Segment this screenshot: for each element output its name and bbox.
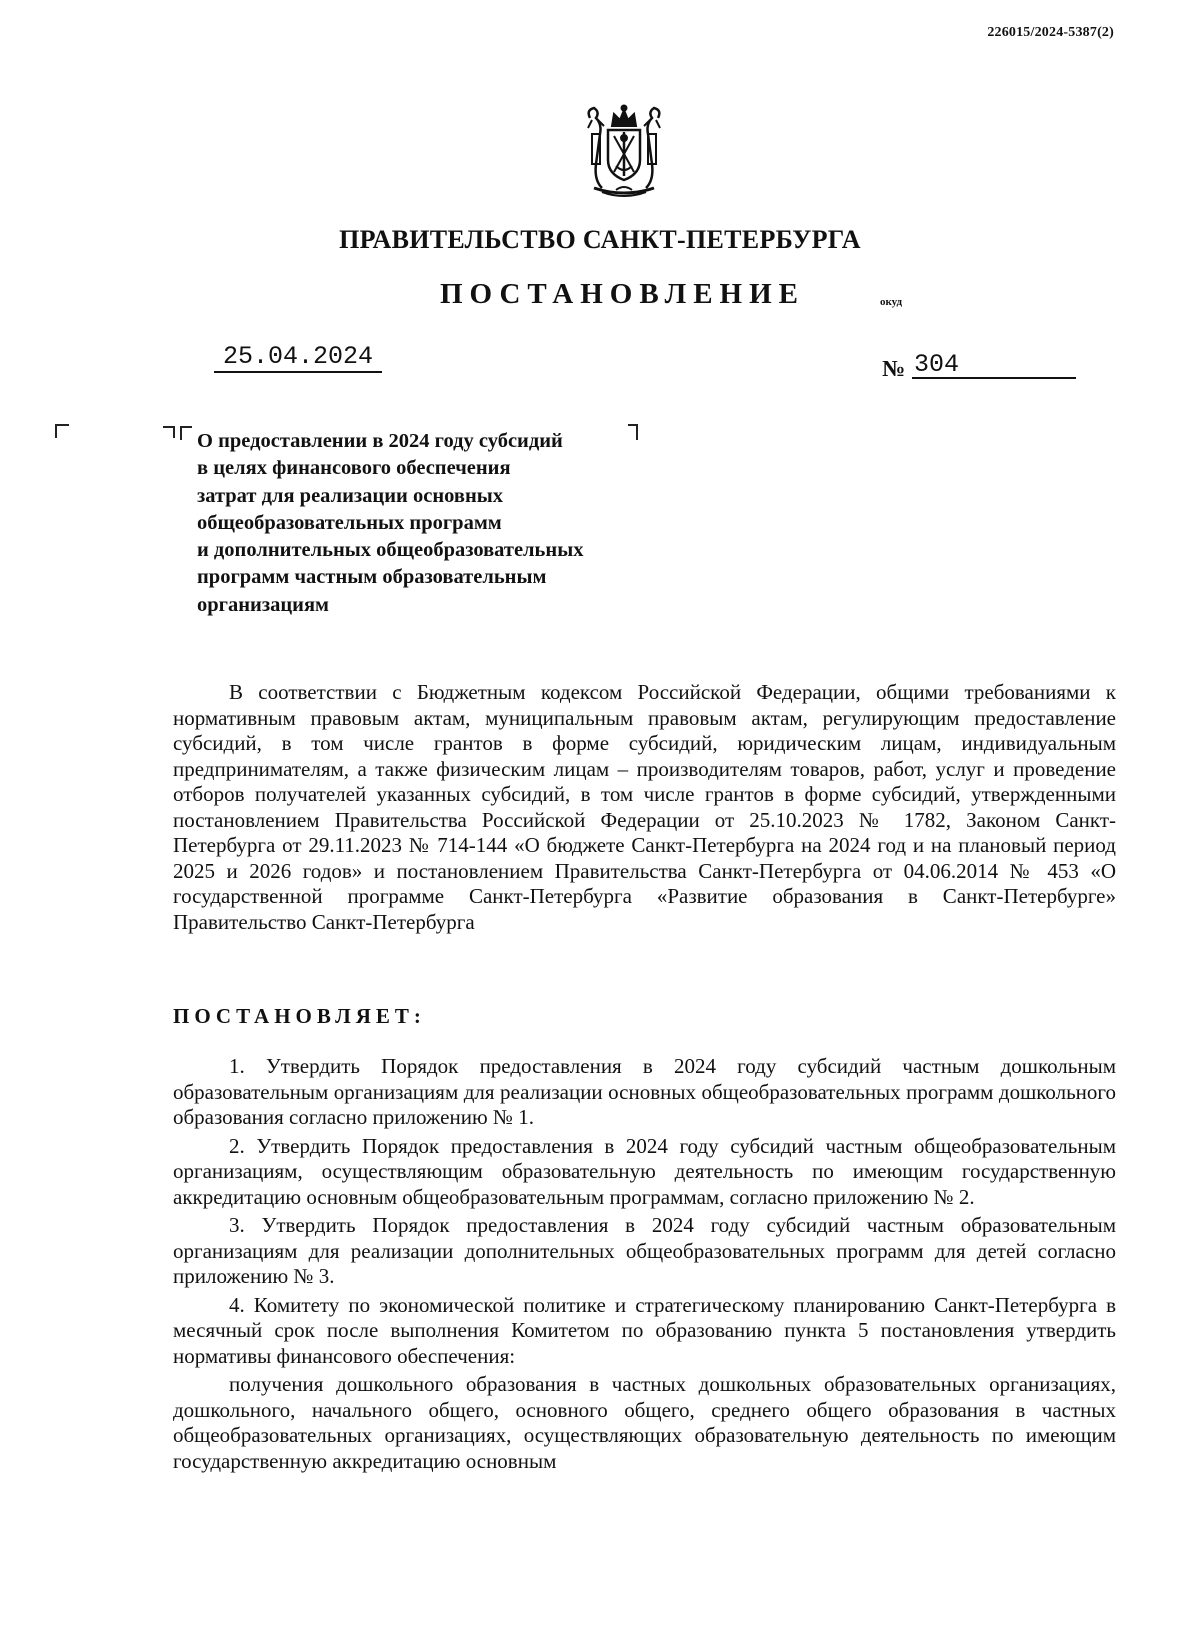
preamble-paragraph: В соответствии с Бюджетным кодексом Российской Федерации, общими требованиями к нормативным правовым актам, муниципальным правовым актам, регулирующим предоставление субсидий, в том числе грантов в форме субсидий, юридическим лицам, индивидуальным предпринимателям, а также физическим лицам – производителям товаров, работ, услуг и проведение отборов получателей указанных субсидий, в том числе грантов в форме субсидий, утвержденными постановлением Правительства Российской Федерации от 25.10.2023 № 1782, Законом Санкт-Петербурга от 29.11.2023 № 714-144 «О бюджете Санкт-Петербурга на 2024 год и на плановый период 2025 и 2026 годов» и постановлением Правительства Санкт-Петербурга от 04.06.2014 № 453 «О государственной программе Санкт-Петербурга «Развитие образования в Санкт-Петербурге» Правительство Санкт-Петербурга xyxy=(173,680,1116,934)
corner-mark-subject-left-2 xyxy=(180,426,192,440)
subject-line: затрат для реализации основных xyxy=(197,484,504,507)
document-date: 25.04.2024 xyxy=(214,342,382,373)
subject-line: и дополнительных общеобразовательных xyxy=(197,539,584,562)
government-title: ПРАВИТЕЛЬСТВО САНКТ-ПЕТЕРБУРГА xyxy=(339,225,861,254)
document-subject xyxy=(197,428,677,619)
okud-label: окуд xyxy=(880,296,903,308)
decree-word: ПОСТАНОВЛЯЕТ: xyxy=(173,1004,426,1028)
decree-item: 2. Утвердить Порядок предоставления в 2024 году субсидий частным общеобразовательным организациям, осуществляющим образовательную деятельность по имеющим государственную аккредитацию основным общеобразовательным программам, согласно приложению № 2. xyxy=(173,1133,1116,1209)
subject-line: О предоставлении в 2024 году субсидий xyxy=(197,430,563,452)
subject-line: в целях финансового обеспечения xyxy=(197,457,511,480)
document-number: 304 xyxy=(912,353,1076,379)
registration-number: 226015/2024-5387(2) xyxy=(987,25,1114,40)
corner-mark-left xyxy=(55,424,69,438)
subject-line: организациям xyxy=(197,593,329,616)
corner-mark-subject-left-1 xyxy=(163,426,175,438)
document-type-heading: ПОСТАНОВЛЕНИЕ xyxy=(440,278,806,310)
coat-of-arms-icon xyxy=(582,104,666,200)
subject-line: общеобразовательных программ xyxy=(197,511,502,534)
decree-item: 1. Утвердить Порядок предоставления в 2024 году субсидий частным дошкольным образовательным организациям для реализации основных общеобразовательных программ дошкольного образования согласно приложению № 1. xyxy=(173,1054,1116,1129)
decree-items xyxy=(173,1054,1116,1477)
number-sign: № xyxy=(882,356,906,381)
decree-item: 3. Утвердить Порядок предоставления в 2024 году субсидий частным образовательным организациям для реализации дополнительных общеобразовательных программ для детей согласно приложению № 3. xyxy=(173,1213,1116,1288)
decree-item: получения дошкольного образования в частных дошкольных образовательных организациях, дошкольного, начального общего, основного общего, среднего общего образования в частных общеобразовательных организациях, осуществляющих образовательную деятельность по имеющим государственную аккредитацию основным xyxy=(173,1372,1116,1473)
subject-line: программ частным образовательным xyxy=(197,566,547,589)
decree-item: 4. Комитету по экономической политике и стратегическому планированию Санкт-Петербурга в месячный срок после выполнения Комитетом по образованию пункта 5 постановления утвердить нормативы финансового обеспечения: xyxy=(173,1292,1116,1368)
preamble xyxy=(173,680,1116,935)
